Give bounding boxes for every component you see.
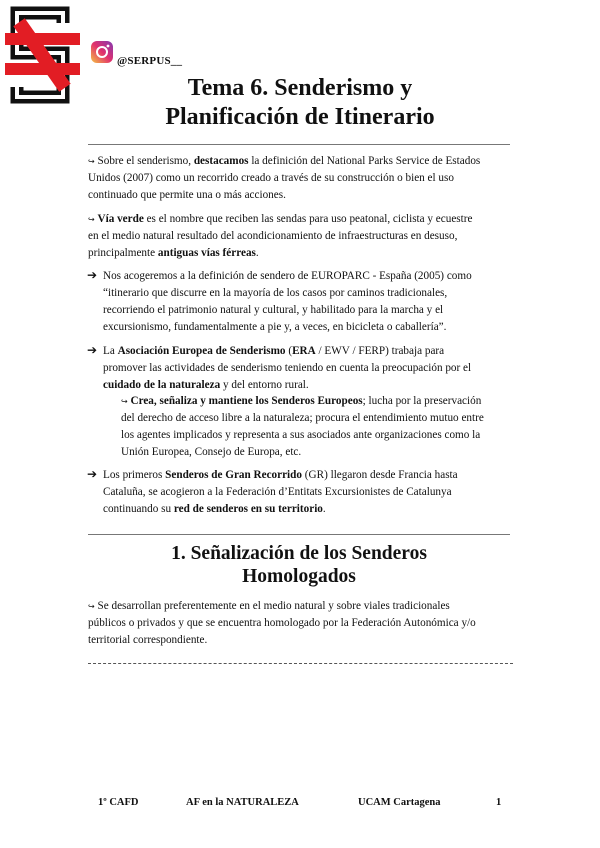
hook-arrow-icon: ↪	[121, 397, 128, 406]
footer-page-number: 1	[496, 797, 502, 808]
hook-arrow-icon: ↪	[88, 215, 95, 224]
title-line-2: Planificación de Itinerario	[165, 104, 435, 130]
arrow-right-icon: ➔	[87, 268, 98, 282]
paragraph-senderos-homologados: ↪ Se desarrollan preferentemente en el medio natural y sobre viales tradicionales públicos o privados y que se encuentra homologado por la Federación Autonómica y/o territorial correspondiente.	[88, 600, 476, 646]
arrow-right-icon: ➔	[87, 343, 98, 357]
section-divider	[88, 534, 510, 535]
bullet-gran-recorrido: Los primeros Senderos de Gran Recorrido (GR) llegaron desde Francia hasta Cataluña, se acogieron a la Federación d’Entitats Excursionistes de Catalunya continuando su red de senderos en su territorio.	[103, 469, 458, 515]
instagram-icon[interactable]	[90, 40, 114, 64]
bullet-europarc: Nos acogeremos a la definición de sendero de EUROPARC - España (2005) como “itinerario que discurre en la mayoría de los casos por caminos tradicionales, recorriendo el patrimonio natural y cultural, y habilitado para la marcha y el excursionismo, fundamentalmente a pie y, a veces, en bicicleta o caballería”.	[103, 270, 472, 333]
instagram-handle[interactable]: @SERPUS__	[117, 55, 183, 67]
footer-subject: AF en la NATURALEZA	[186, 797, 299, 808]
footer-university: UCAM Cartagena	[358, 797, 441, 808]
section-heading	[88, 542, 510, 588]
serpus-logo-icon	[5, 5, 80, 107]
title-line-1: Tema 6. Senderismo y	[187, 75, 413, 101]
section-heading-line-2: Homologados	[242, 566, 356, 587]
title-divider	[88, 144, 510, 145]
arrow-right-icon: ➔	[87, 467, 98, 481]
section-heading-line-1: 1. Señalización de los Senderos	[171, 543, 427, 564]
hook-arrow-icon: ↪	[88, 602, 95, 611]
footer-course: 1º CAFD	[98, 797, 139, 808]
paragraph-national-parks: ↪ Sobre el senderismo, destacamos la definición del National Parks Service de Estados Unidos (2007) como un recorrido creado a través de su construcción o bien el uso continuado que permite una o más acciones.	[88, 155, 481, 201]
page-title	[110, 74, 490, 132]
sub-bullet-era-actions: ↪ Crea, señaliza y mantiene los Senderos Europeos; lucha por la preservación del derecho de acceso libre a la naturaleza; procura el entendimiento mutuo entre los agentes implicados y representa a sus asociados ante organizaciones como la Unión Europea, Consejo de Europa, etc.	[121, 395, 484, 458]
dashed-divider	[88, 663, 513, 664]
bullet-era: La Asociación Europea de Senderismo (ERA / EWV / FERP) trabaja para promover las actividades de senderismo teniendo en cuenta la preocupación por el cuidado de la naturaleza y del entorno rural.	[103, 345, 472, 391]
hook-arrow-icon: ↪	[88, 157, 95, 166]
paragraph-via-verde: ↪ Vía verde es el nombre que reciben las sendas para uso peatonal, ciclista y ecuestre en el medio natural resultado del acondicionamiento de infraestructuras en desuso, principalmente antiguas vías férreas.	[88, 213, 473, 259]
